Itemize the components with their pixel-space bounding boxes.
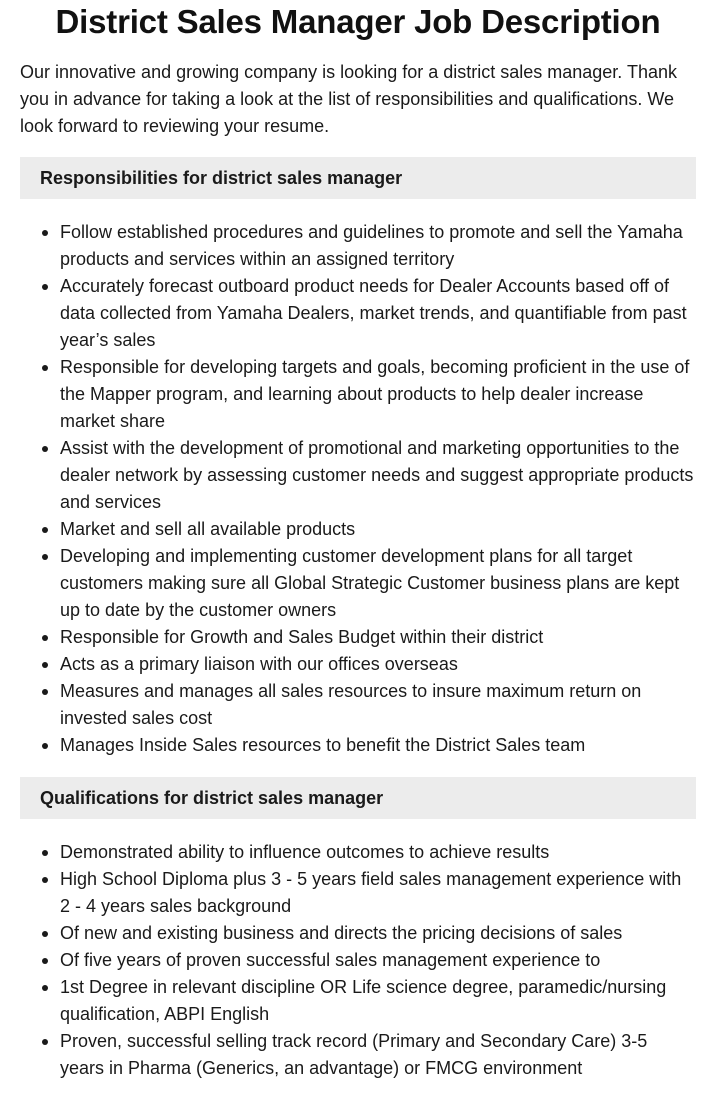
qualifications-list	[20, 839, 696, 1082]
list-item: Proven, successful selling track record (Primary and Secondary Care) 3-5 years in Pharma (Generics, an advantage) or FMCG environment	[20, 1028, 696, 1082]
list-item: Of new and existing business and directs the pricing decisions of sales	[20, 920, 696, 947]
list-item: Manages Inside Sales resources to benefit the District Sales team	[20, 732, 696, 759]
list-item: 1st Degree in relevant discipline OR Life science degree, paramedic/nursing qualification, ABPI English	[20, 974, 696, 1028]
job-description-page	[20, 0, 696, 1082]
list-item: Developing and implementing customer development plans for all target customers making sure all Global Strategic Customer business plans are kept up to date by the customer owners	[20, 543, 696, 624]
list-item: Demonstrated ability to influence outcomes to achieve results	[20, 839, 696, 866]
intro-paragraph: Our innovative and growing company is looking for a district sales manager. Thank you in advance for taking a look at the list of responsibilities and qualifications. We look forward to reviewing your resume.	[20, 62, 678, 136]
list-item: Responsible for Growth and Sales Budget within their district	[20, 624, 696, 651]
list-item: Measures and manages all sales resources to insure maximum return on invested sales cost	[20, 678, 696, 732]
list-item: Responsible for developing targets and goals, becoming proficient in the use of the Mapper program, and learning about products to help dealer increase market share	[20, 354, 696, 435]
page-title: District Sales Manager Job Description	[55, 3, 661, 40]
qualifications-heading: Qualifications for district sales manager	[20, 777, 696, 819]
responsibilities-list	[20, 219, 696, 759]
list-item: High School Diploma plus 3 - 5 years field sales management experience with 2 - 4 years sales background	[20, 866, 696, 920]
list-item: Assist with the development of promotional and marketing opportunities to the dealer network by assessing customer needs and suggest appropriate products and services	[20, 435, 696, 516]
list-item: Accurately forecast outboard product needs for Dealer Accounts based off of data collected from Yamaha Dealers, market trends, and quantifiable from past year’s sales	[20, 273, 696, 354]
list-item: Acts as a primary liaison with our offices overseas	[20, 651, 696, 678]
responsibilities-heading: Responsibilities for district sales manager	[20, 157, 696, 199]
list-item: Of five years of proven successful sales management experience to	[20, 947, 696, 974]
list-item: Market and sell all available products	[20, 516, 696, 543]
list-item: Follow established procedures and guidelines to promote and sell the Yamaha products and services within an assigned territory	[20, 219, 696, 273]
